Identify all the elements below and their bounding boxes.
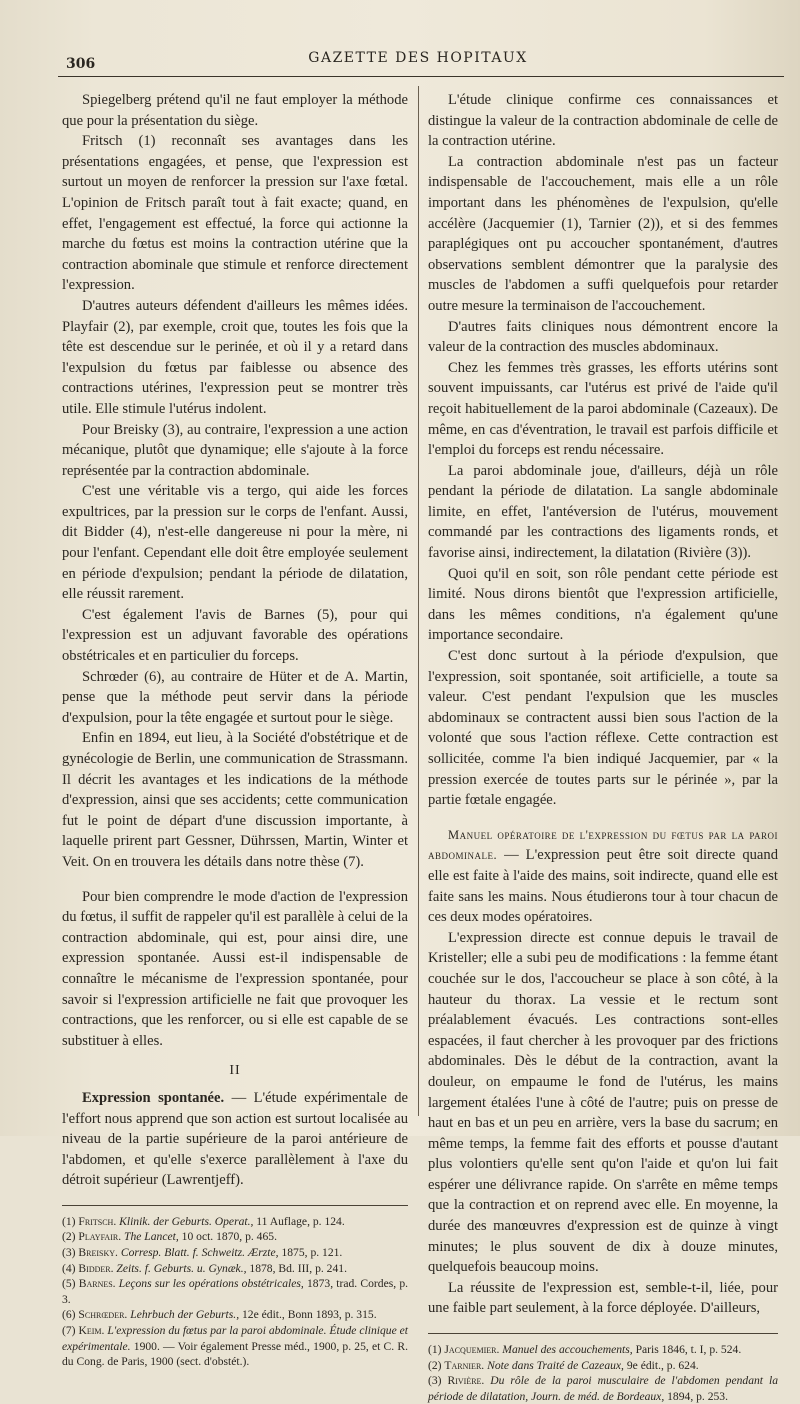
footnote-number: (5) (62, 1277, 79, 1291)
paragraph: Pour bien comprendre le mode d'action de l'expression du fœtus, il suffit de rappeler qu'il est parallèle à celui de la contraction abdominale, qui est, pour ainsi dire, une expression spontanée. Aussi est-il indispensable de connaître le mécanisme de l'expression spontanée, pour savoir si l'expression artificielle ne fait que provoquer les contractions, que les renforcer, ou si elle est capable de se substituer à elles. (62, 888, 408, 1049)
footnote-title: Corresp. Blatt. f. Schweitz. Ærzte, (117, 1246, 279, 1260)
footnote-title: Klinik. der Geburts. Operat., (116, 1214, 254, 1228)
footnote-number: (3) (62, 1246, 79, 1260)
footnote (428, 1342, 778, 1358)
paragraph: L'expression directe est connue depuis le travail de Kristeller; elle a subi peu de modifications : la femme étant couchée sur le dos, l'accoucheur se place à son côté, à la hauteur du thorax. La vessie et le rectum sont préalablement évacués. Les contractions sont-elles espacées, il faut chercher à les provoquer par des frictions abdominales. Dès le début de la contraction, avant la douleur, on empaume le fond de l'utérus, les mains largement étalées l'une à côté de l'autre; puis on presse de haut en bas et un peu en arrière, vers la base du sacrum; en même temps, la femme fait des efforts et pousse d'autant plus volontiers qu'elle sent qu'on l'aide et qu'on lui fait espérer une délivrance rapide. On s'arrête en même temps que la contraction et on reprend avec elle. En moyenne, la durée des manœuvres d'expression est de quinze à vingt minutes; le plus souvent de dix à douze minutes, quelquefois beaucoup moins. (428, 929, 778, 1276)
paragraph: C'est également l'avis de Barnes (5), pour qui l'expression est un adjuvant favorable des opérations obstétricales et en particulier du forceps. (62, 606, 408, 665)
footnote-title: Manuel des accouchements, (499, 1343, 633, 1357)
footnotes (428, 1342, 778, 1404)
paragraph: Schrœder (6), au contraire de Hüter et de A. Martin, pense que la méthode peut servir dans la période d'expulsion, pour la tête engagée et surtout pour le siège. (62, 668, 408, 726)
column-divider (418, 86, 419, 1116)
footnote-number: (7) (62, 1324, 79, 1338)
footnote-title: L'expression du fœtus par la paroi abdominale. Étude clinique et expérimentale. (62, 1324, 409, 1353)
footnote-number: (4) (62, 1261, 79, 1275)
footnote-number: (2) (428, 1358, 445, 1372)
footnote (62, 1214, 408, 1230)
paragraph: D'autres auteurs défendent d'ailleurs les mêmes idées. Playfair (2), par exemple, croit que, toutes les fois que la tête est descendue sur le perinée, et où il y a retard dans l'expulsion du fœtus par faiblesse ou absence des contractions utérines, l'expression peut se montrer très utile. Elle stimule l'utérus indolent. (62, 297, 408, 417)
footnote-title: Note dans Traité de Cazeaux, (484, 1358, 624, 1372)
footnote-author: Jacquemier. (444, 1343, 500, 1357)
paragraph: C'est donc surtout à la période d'expulsion, que l'expression, soit spontanée, soit artificielle, a toute sa valeur. C'est pendant l'expulsion que les muscles abdominaux se contractent aussi bien sous l'action de la volonté que sous l'action réflexe. Cette contraction est sollicitée, comme l'a bien indiqué Jacquemier, par « la pression exercée de toutes parts sur le périnée », par la partie fœtale engagée. (428, 648, 778, 809)
page-header (58, 48, 778, 70)
footnote-author: Keim. (78, 1324, 105, 1338)
footnote-author: Breisky. (78, 1246, 118, 1260)
footnote-details: 1875, p. 121. (278, 1246, 343, 1260)
journal-title: GAZETTE DES HOPITAUX (308, 50, 528, 66)
footnote-rule (62, 1205, 408, 1206)
right-column (428, 90, 778, 1404)
footnote-title: Leçons sur les opérations obstétricales, (115, 1277, 304, 1291)
footnote-details: 1873, trad. Cordes, p. 3. (62, 1277, 409, 1306)
footnotes (62, 1214, 408, 1370)
footnote-details: 1878, Bd. III, p. 241. (246, 1261, 347, 1275)
footnote-author: Tarnier. (444, 1358, 485, 1372)
paragraph: La réussite de l'expression est, semble-t-il, liée, pour une faible part seulement, à la force déployée. D'ailleurs, (428, 1279, 778, 1317)
footnote-author: Bidder. (78, 1261, 114, 1275)
footnote-title: The Lancet, (121, 1230, 179, 1244)
footnote (428, 1358, 778, 1374)
footnote-title: Zeits. f. Geburts. u. Gynæk., (113, 1261, 247, 1275)
footnote-number: (3) (428, 1374, 448, 1388)
paragraph: La paroi abdominale joue, d'ailleurs, déjà un rôle pendant la période de dilatation. La sangle abdominale limite, en effet, l'antéversion de l'utérus, mouvement commandé par les contractions des ligaments ronds, et favorise ainsi, indirectement, la dilatation (Rivière (3)). (428, 462, 778, 562)
footnote (62, 1276, 408, 1307)
page-number: 306 (66, 56, 96, 72)
section-heading: Expression spontanée. (82, 1089, 225, 1106)
footnote-number: (1) (428, 1343, 445, 1357)
section-paragraph (62, 1088, 408, 1191)
paragraph: La contraction abdominale n'est pas un facteur indispensable de l'accouchement, mais elle a un rôle important dans les phénomènes de l'expulsion, qu'elle accélère (Jacquemier (1), Tarnier (2)), et si des femmes paraplégiques ont pu accoucher spontanément, d'autres observations semblent démontrer que la paralysie des muscles de l'abdomen a suffi quelquefois pour retarder outre mesure la terminaison de l'accouchement. (428, 153, 778, 314)
paragraph: Quoi qu'il en soit, son rôle pendant cette période est limité. Nous dirons bientôt que l'expression artificielle, dans les mêmes conditions, n'a également qu'une importance secondaire. (428, 565, 778, 644)
footnote (62, 1323, 408, 1370)
paragraph: Spiegelberg prétend qu'il ne faut employer la méthode que pour la présentation du siège. (62, 92, 408, 129)
section-text: — L'étude expérimentale de l'effort nous apprend que son action est surtout localisée au niveau de la partie supérieure de la paroi antérieure de l'abdomen, et qu'elle s'exerce parallèlement à l'axe du détroit supérieur (Lawrentjeff). (62, 1089, 408, 1189)
paragraph: L'étude clinique confirme ces connaissances et distingue la valeur de la contraction abdominale de celle de la contraction utérine. (428, 92, 778, 150)
footnote (62, 1229, 408, 1245)
manual-text: — L'expression peut être soit directe quand elle est faite à l'aide des mains, soit indirecte, quand elle est faite sans les mains. Nous étudierons tour à tour chacun de ces deux modes opératoires. (428, 847, 778, 926)
footnote-details: 12e édit., Bonn 1893, p. 315. (239, 1308, 377, 1322)
footnote-rule (428, 1333, 778, 1334)
footnote (62, 1307, 408, 1323)
footnote-title: Du rôle de la paroi musculaire de l'abdomen pendant la période de dilatation, Journ. de méd. de Bordeaux, (428, 1374, 779, 1403)
footnote-author: Playfair. (78, 1230, 122, 1244)
footnote-author: Schrœder. (78, 1308, 128, 1322)
footnote-author: Fritsch. (78, 1214, 117, 1228)
paragraph: C'est une véritable vis a tergo, qui aide les forces expultrices, par la pression sur le corps de l'enfant. Aussi, dit Bidder (4), n'est-elle dangereuse ni pour la mère, ni pour l'enfant. Cependant elle doit être employée seulement en période d'expulsion; pendant la période de dilatation, elle réussit rarement. (62, 483, 408, 603)
paragraph: D'autres faits cliniques nous démontrent encore la valeur de la contraction des muscles abdominaux. (428, 318, 778, 356)
footnote (428, 1373, 778, 1404)
footnote (62, 1261, 408, 1277)
footnote-details: 10 oct. 1870, p. 465. (178, 1230, 277, 1244)
footnote-author: Rivière. (447, 1374, 485, 1388)
footnote-title: Lehrbuch der Geburts., (127, 1308, 240, 1322)
footnote-author: Barnes. (78, 1277, 116, 1291)
manual-heading: Manuel opératoire de l'expression du fœtus par la paroi abdominale. (428, 827, 778, 863)
footnote-number: (1) (62, 1214, 79, 1228)
footnote-details: Paris 1846, t. I, p. 524. (632, 1343, 742, 1357)
footnote-details: 9e édit., p. 624. (623, 1358, 699, 1372)
footnote-number: (2) (62, 1230, 79, 1244)
footnote-details: 1900. — Voir également Presse méd., 1900, p. 25, et C. R. du Cong. de Paris, 1900 (sect. d'obstét.). (62, 1339, 408, 1369)
footnote-details: 11 Auflage, p. 124. (253, 1214, 345, 1228)
paragraph: Enfin en 1894, eut lieu, à la Société d'obstétrique et de gynécologie de Berlin, une communication de Strassmann. Il décrit les avantages et les indications de la méthode d'expression, ainsi que ses accidents; cette communication fut le point de départ d'une discussion importante, à laquelle prirent part Gessner, Dührssen, Martin, Winter et Veit. On en trouvera les détails dans notre thèse (7). (62, 730, 408, 870)
left-column (62, 90, 408, 1370)
footnote-number: (6) (62, 1308, 79, 1322)
section-number: II (229, 1063, 241, 1079)
manual-paragraph (428, 825, 778, 928)
paragraph: Fritsch (1) reconnaît ses avantages dans les présentations engagées, et pense, que l'expression est surtout un moyen de renforcer la pression sur l'axe fœtal. L'opinion de Fritsch paraît tout à fait exacte; quand, en effet, l'engagement est effectué, la force qui actionne la marche du fœtus est moins la contraction utérine que la contraction abominale que stimule et renforce directement l'expression. (62, 133, 408, 294)
paragraph: Pour Breisky (3), au contraire, l'expression a une action mécanique, plutôt que dynamique; elle s'ajoute à la force représentée par la contraction abdominale. (62, 421, 408, 479)
paragraph: Chez les femmes très grasses, les efforts utérins sont souvent impuissants, car l'utérus est privé de l'aide qu'il reçoit habituellement de la paroi abdominale (Cazeaux). De même, en cas d'éventration, le travail est parfois difficile et l'emploi du forceps est rendu nécessaire. (428, 359, 778, 459)
footnote-details: 1894, p. 253. (664, 1389, 728, 1403)
header-rule (58, 76, 784, 77)
footnote (62, 1245, 408, 1261)
